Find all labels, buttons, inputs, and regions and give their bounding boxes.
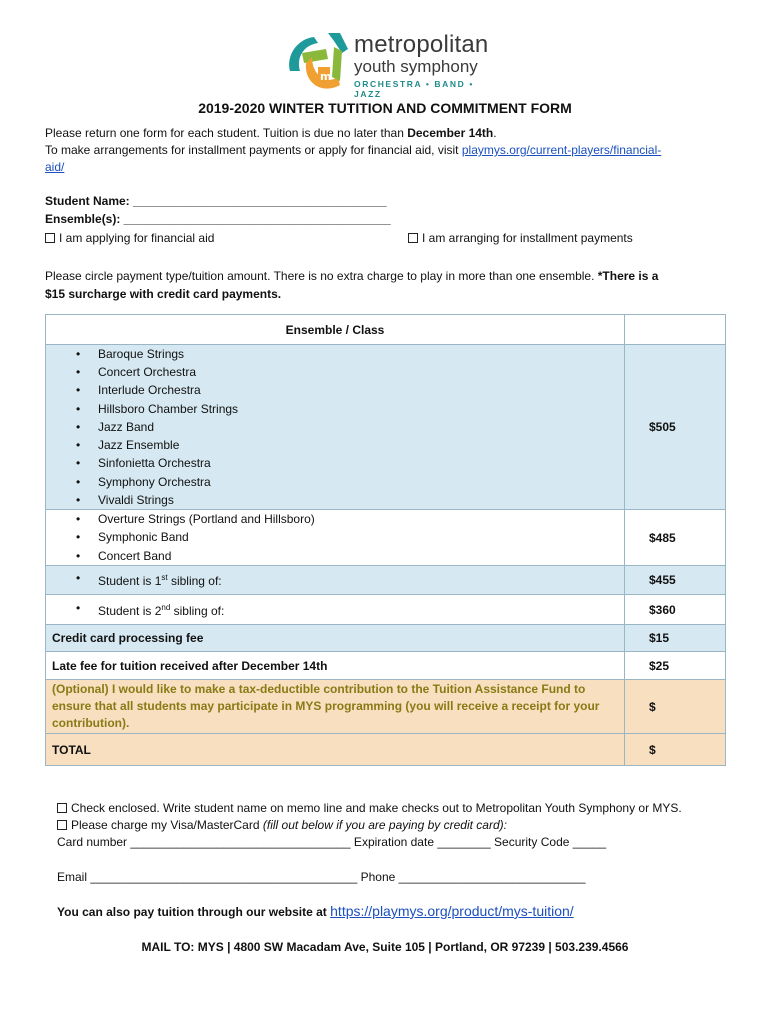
list-item: • Vivaldi Strings bbox=[98, 491, 618, 509]
checkbox-icon[interactable] bbox=[57, 803, 67, 813]
optional-contribution-text: (Optional) I would like to make a tax-deductible contribution to the Tuition Assistance Fund to ensure that all students may participate in MYS programming (you will receive a receipt for your contribution). bbox=[46, 680, 625, 734]
surcharge-note-2: $15 surcharge with credit card payments. bbox=[45, 287, 282, 301]
optional-contribution-amount[interactable]: $ bbox=[625, 680, 726, 734]
group2-list bbox=[52, 510, 618, 565]
logo-text-youth-symphony: youth symphony bbox=[354, 57, 478, 76]
web-payment-row bbox=[57, 903, 574, 919]
list-item: • Symphonic Band bbox=[98, 528, 618, 546]
surcharge-note: *There is a bbox=[597, 269, 659, 283]
list-item: • Sinfonietta Orchestra bbox=[98, 454, 618, 472]
group2-cell bbox=[46, 510, 625, 566]
total-amount[interactable]: $ bbox=[625, 734, 726, 766]
list-item: • Symphony Orchestra bbox=[98, 473, 618, 491]
checkbox-icon[interactable] bbox=[45, 233, 55, 243]
logo-text-metropolitan: metropolitan bbox=[354, 31, 489, 58]
group2-amount[interactable]: $485 bbox=[625, 510, 726, 566]
list-item: • Hillsboro Chamber Strings bbox=[98, 400, 618, 418]
card-details-field[interactable]: Card number _________________________________ Expiration date ________ Security Code _____ bbox=[57, 835, 607, 849]
table-row-group1[interactable] bbox=[46, 345, 726, 510]
late-fee-label: Late fee for tuition received after December 14th bbox=[46, 652, 625, 680]
installment-checkbox-row[interactable] bbox=[408, 231, 633, 245]
check-enclosed-label: Check enclosed. Write student name on memo line and make checks out to Metropolitan Youth Symphony or MYS. bbox=[71, 801, 682, 815]
financial-aid-label: I am applying for financial aid bbox=[59, 231, 215, 245]
web-payment-text: You can also pay tuition through our website at bbox=[57, 905, 331, 919]
table-row-cc-fee[interactable] bbox=[46, 625, 726, 652]
sibling1-text: Student is 1 bbox=[98, 574, 162, 589]
charge-card-note: (fill out below if you are paying by credit card): bbox=[262, 818, 507, 832]
table-header-row bbox=[46, 315, 726, 345]
logo-tagline: ORCHESTRA • BAND • JAZZ bbox=[354, 79, 474, 99]
sibling1-amount[interactable]: $455 bbox=[625, 566, 726, 595]
installment-label: I am arranging for installment payments bbox=[422, 231, 633, 245]
list-item: • Baroque Strings bbox=[98, 345, 618, 363]
sibling2-cell bbox=[46, 595, 625, 625]
tuition-payment-link[interactable]: https://playmys.org/product/mys-tuition/ bbox=[330, 903, 574, 919]
list-item: • Jazz Band bbox=[98, 418, 618, 436]
logo bbox=[282, 27, 497, 97]
sibling2-list bbox=[52, 599, 618, 620]
table-row-late-fee[interactable] bbox=[46, 652, 726, 680]
list-item: • Jazz Ensemble bbox=[98, 436, 618, 454]
intro-line-3 bbox=[45, 160, 64, 174]
sibling1-list bbox=[52, 569, 618, 590]
table-row-sibling1[interactable] bbox=[46, 566, 726, 595]
payment-note-text: Please circle payment type/tuition amount. There is no extra charge to play in more than one ensemble. bbox=[45, 269, 598, 283]
cc-fee-label: Credit card processing fee bbox=[46, 625, 625, 652]
sibling2-amount[interactable]: $360 bbox=[625, 595, 726, 625]
total-label: TOTAL bbox=[46, 734, 625, 766]
late-fee-amount[interactable]: $25 bbox=[625, 652, 726, 680]
table-row-group2[interactable] bbox=[46, 510, 726, 566]
list-item: • Overture Strings (Portland and Hillsboro) bbox=[98, 510, 618, 528]
checkbox-icon[interactable] bbox=[57, 820, 67, 830]
charge-card-row[interactable] bbox=[57, 818, 507, 832]
tuition-table bbox=[45, 314, 726, 766]
group1-amount[interactable]: $505 bbox=[625, 345, 726, 510]
intro-line-2 bbox=[45, 143, 661, 157]
mail-to-address: MAIL TO: MYS | 4800 SW Macadam Ave, Suite 105 | Portland, OR 97239 | 503.239.4566 bbox=[141, 940, 629, 954]
sibling2-post: sibling of: bbox=[170, 603, 225, 618]
table-row-total[interactable] bbox=[46, 734, 726, 766]
check-enclosed-row[interactable] bbox=[57, 801, 682, 815]
table-header-ensemble: Ensemble / Class bbox=[46, 315, 625, 345]
student-name-field[interactable]: Student Name: ______________________________________ bbox=[45, 194, 387, 208]
list-item: • Concert Orchestra bbox=[98, 363, 618, 381]
intro-line-1 bbox=[45, 126, 497, 140]
payment-note-line-1 bbox=[45, 269, 658, 283]
sibling1-cell bbox=[46, 566, 625, 595]
list-item: • Concert Band bbox=[98, 547, 618, 565]
charge-card-label: Please charge my Visa/MasterCard bbox=[71, 818, 263, 832]
checkbox-icon[interactable] bbox=[408, 233, 418, 243]
svg-text:m: m bbox=[320, 70, 332, 83]
list-item bbox=[98, 599, 618, 620]
logo-mark-icon bbox=[282, 27, 352, 97]
ensembles-field[interactable]: Ensemble(s): ________________________________________ bbox=[45, 212, 391, 226]
form-title: 2019-2020 WINTER TUTITION AND COMMITMENT FORM bbox=[198, 100, 572, 116]
financial-aid-link-cont[interactable]: aid/ bbox=[45, 160, 65, 174]
group1-cell bbox=[46, 345, 625, 510]
table-row-sibling2[interactable] bbox=[46, 595, 726, 625]
list-item: • Interlude Orchestra bbox=[98, 381, 618, 399]
table-row-optional[interactable] bbox=[46, 680, 726, 734]
table-header-amount bbox=[625, 315, 726, 345]
intro-period: . bbox=[493, 126, 497, 140]
cc-fee-amount[interactable]: $15 bbox=[625, 625, 726, 652]
financial-aid-checkbox-row[interactable] bbox=[45, 231, 214, 245]
due-date: December 14th bbox=[407, 126, 494, 140]
intro-text: Please return one form for each student. Tuition is due no later than bbox=[45, 126, 408, 140]
list-item bbox=[98, 569, 618, 590]
financial-aid-link[interactable]: playmys.org/current-players/financial- bbox=[461, 143, 662, 157]
contact-field[interactable]: Email ________________________________________ Phone ____________________________ bbox=[57, 870, 586, 884]
sibling1-post: sibling of: bbox=[167, 574, 222, 589]
sibling2-sup: nd bbox=[161, 602, 171, 612]
sibling2-text: Student is 2 bbox=[98, 603, 162, 618]
sibling1-sup: st bbox=[161, 573, 168, 583]
group1-list bbox=[52, 345, 618, 509]
intro-text-2: To make arrangements for installment payments or apply for financial aid, visit bbox=[45, 143, 462, 157]
